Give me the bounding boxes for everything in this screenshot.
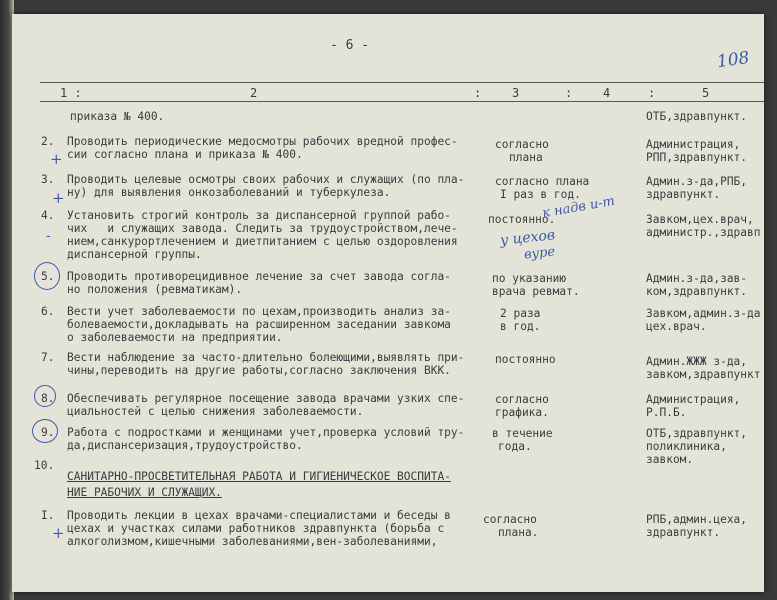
row-7-responsible-2: завком,здравпункт [646, 368, 761, 381]
row-2-responsible-1: Администрация, [646, 138, 741, 151]
margin-plus-mark-3: + [52, 524, 65, 542]
row-5-number: 5. [41, 270, 55, 283]
row-2-term-1: согласно [495, 138, 549, 151]
column-sep-1: : [474, 86, 482, 100]
row-9-text-line-2: да,диспансеризация,трудоустройство. [67, 439, 303, 452]
row-2-responsible-2: РПП,здравпункт. [646, 151, 748, 164]
row-I-term-1: согласно [483, 513, 537, 526]
column-sep-3: : [648, 86, 656, 100]
section-10-title-line-2: НИЕ РАБОЧИХ И СЛУЖАЩИХ. [67, 486, 222, 499]
page-number: - 6 - [330, 38, 370, 53]
margin-circle-mark [34, 262, 60, 290]
row-8-term-1: согласно [495, 393, 549, 406]
row-I-text-line-2: цехах и участках силами работников здравпункта (борьба с [67, 522, 445, 535]
row-6-term-2: в год. [500, 320, 541, 333]
margin-minus-mark: - [46, 228, 51, 244]
column-5-header: 5 [702, 86, 710, 100]
handwritten-note-line-2: у цехов [499, 227, 556, 249]
row-6-term-1: 2 раза [500, 307, 541, 320]
row-8-responsible-1: Администрация, [646, 393, 741, 406]
row-3-number: 3. [41, 173, 55, 186]
row-3-term-1: согласно плана [495, 175, 590, 188]
handwritten-note-line-1: к надв и-т [541, 193, 616, 222]
row-4-responsible-1: Завком,цех.врач, [646, 213, 754, 226]
row-I-text-line-1: Проводить лекции в цехах врачами-специалистами и беседы в [67, 509, 451, 522]
row-8-text-line-1: Обеспечивать регулярное посещение завода врачами узких спе- [67, 392, 465, 405]
row-1-text-line-1: приказа № 400. [70, 110, 165, 123]
row-9-text-line-1: Работа с подростками и женщинами учет,проверка условий тру- [67, 426, 465, 439]
row-I-text-line-3: алкоголизмом,кишечными заболеваниями,вен-заболеваниями, [67, 535, 438, 548]
row-I-number: I. [41, 509, 55, 522]
row-3-responsible-2: здравпункт. [646, 188, 721, 201]
row-5-text-line-2: но положения (ревматикам). [67, 283, 243, 296]
row-I-term-2: плана. [498, 526, 539, 539]
row-7-text-line-2: чины,переводить на другие работы,согласно заключения ВКК. [67, 364, 451, 377]
column-4-header: 4 [603, 86, 611, 100]
header-top-rule [40, 82, 764, 83]
row-5-term-2: врача ревмат. [492, 285, 580, 298]
column-3-header: 3 [512, 86, 520, 100]
row-6-text-line-1: Вести учет заболеваемости по цехам,производить анализ за- [67, 305, 451, 318]
row-7-responsible-1: Админ.ЖЖЖ з-да, [646, 355, 748, 368]
document-page [12, 14, 764, 592]
column-sep-2: : [565, 86, 573, 100]
row-6-text-line-2: болеваемости,докладывать на расширенном заседании завкома [67, 318, 451, 331]
row-4-text-line-1: Установить строгий контроль за диспансерной группой рабо- [67, 209, 451, 222]
margin-circle-mark-2 [34, 385, 56, 407]
row-3-responsible-1: Админ.з-да,РПБ, [646, 175, 748, 188]
row-7-term-1: постоянно [495, 353, 556, 366]
column-1-header: 1 : [60, 86, 82, 100]
row-9-responsible-3: завком. [646, 453, 694, 466]
row-9-responsible-1: ОТБ,здравпункт, [646, 427, 748, 440]
row-9-number: 9. [41, 426, 55, 439]
row-8-number: 8. [41, 392, 55, 405]
row-4-responsible-2: администр.,здравп [646, 226, 761, 239]
margin-circle-mark-3 [32, 419, 58, 443]
column-2-header: 2 [250, 86, 258, 100]
row-2-text-line-2: сии согласно плана и приказа № 400. [67, 148, 303, 161]
section-10-title-line-1: САНИТАРНО-ПРОСВЕТИТЕЛЬНАЯ РАБОТА И ГИГИЕНИЧЕСКОЕ ВОСПИТА- [67, 470, 451, 483]
row-6-text-line-3: о заболеваемости на предприятии. [67, 331, 283, 344]
row-2-number: 2. [41, 135, 55, 148]
row-I-responsible-2: здравпункт. [646, 526, 721, 539]
row-4-text-line-3: нием,санкурортлечением и диетпитанием с целью оздоровления [67, 235, 458, 248]
row-9-term-1: в течение [492, 427, 553, 440]
row-5-responsible-1: Админ.з-да,зав- [646, 272, 748, 285]
row-5-text-line-1: Проводить противорецидивное лечение за счет завода согла- [67, 270, 451, 283]
row-6-number: 6. [41, 305, 55, 318]
row-1-responsible-1: ОТБ,здравпункт. [646, 110, 748, 123]
row-3-text-line-2: ну) для выявления онкозаболеваний и туберкулеза. [67, 186, 391, 199]
header-bottom-rule [40, 101, 764, 102]
row-4-number: 4. [41, 209, 55, 222]
row-4-term-1: постоянно. [488, 213, 556, 226]
row-4-text-line-4: диспансерной группы. [67, 248, 202, 261]
row-2-term-2: плана [509, 151, 543, 164]
row-6-responsible-2: цех.врач. [646, 320, 707, 333]
row-3-term-2: I раз в год. [500, 188, 581, 201]
row-8-text-line-2: циальностей с целью снижения заболеваемости. [67, 405, 364, 418]
row-7-number: 7. [41, 351, 55, 364]
row-4-text-line-2: чих и служащих завода. Следить за трудоустройством,лече- [67, 222, 458, 235]
section-10-number: 10. [34, 459, 55, 472]
row-I-responsible-1: РПБ,админ.цеха, [646, 513, 748, 526]
row-8-responsible-2: Р.П.Б. [646, 406, 687, 419]
folio-number: 108 [715, 47, 751, 73]
row-8-term-2: графика. [495, 406, 549, 419]
row-3-text-line-1: Проводить целевые осмотры своих рабочих и служащих (по пла- [67, 173, 465, 186]
row-5-responsible-2: ком,здравпункт. [646, 285, 748, 298]
row-9-term-2: года. [498, 440, 532, 453]
row-5-term-1: по указанию [492, 272, 567, 285]
row-2-text-line-1: Проводить периодические медосмотры рабочих вредной профес- [67, 135, 458, 148]
handwritten-note-line-3: вуре [523, 244, 556, 263]
row-6-responsible-1: Завком,админ.з-да [646, 307, 761, 320]
margin-plus-mark-1: + [50, 150, 63, 168]
row-7-text-line-1: Вести наблюдение за часто-длительно болеющими,выявлять при- [67, 351, 465, 364]
margin-plus-mark-2: + [52, 189, 65, 207]
row-9-responsible-2: поликлиника, [646, 440, 727, 453]
